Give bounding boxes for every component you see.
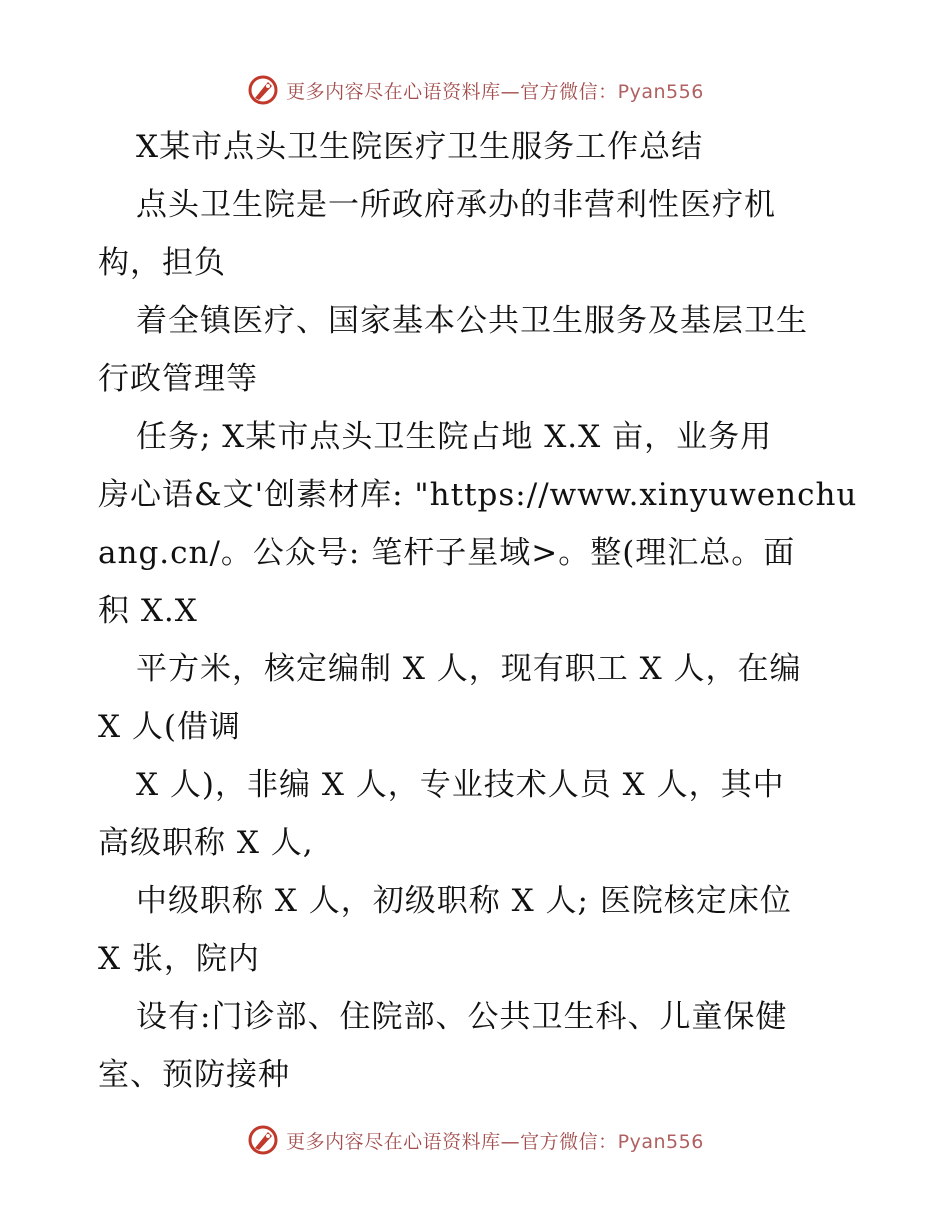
document-line: 平方米，核定编制 X 人，现有职工 X 人，在编 — [136, 651, 802, 687]
document-line: 设有:门诊部、住院部、公共卫生科、儿童保健 — [136, 999, 788, 1035]
document-line: 中级职称 X 人，初级职称 X 人; 医院核定床位 — [136, 883, 792, 919]
document-body — [98, 118, 858, 1104]
document-line: 高级职称 X 人, — [98, 825, 314, 861]
document-line: 点头卫生院是一所政府承办的非营利性医疗机 — [136, 187, 776, 223]
header-banner-text: 更多内容尽在心语资料库—官方微信： — [286, 80, 618, 103]
document-line: 任务; X某市点头卫生院占地 X.X 亩，业务用 — [136, 419, 773, 455]
footer-banner-text: 更多内容尽在心语资料库—官方微信： — [286, 1130, 618, 1153]
document-line: 房心语&文'创素材库: "https://www.xinyuwenchu — [98, 477, 858, 513]
footer-banner — [0, 1120, 950, 1160]
document-line: X 人(借调 — [98, 709, 242, 745]
pen-nib-logo-icon — [246, 1123, 280, 1157]
document-line: 行政管理等 — [98, 361, 258, 397]
document-title: X某市点头卫生院医疗卫生服务工作总结 — [136, 129, 704, 165]
document-line: 构，担负 — [98, 245, 226, 281]
footer-wechat-id: Pyan556 — [617, 1130, 704, 1153]
document-line: 室、预防接种 — [98, 1057, 290, 1093]
document-line: ang.cn/。公众号: 笔杆子星域>。整(理汇总。面 — [98, 535, 796, 571]
document-line: 着全镇医疗、国家基本公共卫生服务及基层卫生 — [136, 303, 808, 339]
document-line: 积 X.X — [98, 593, 198, 629]
document-line: X 人)，非编 X 人，专业技术人员 X 人，其中 — [136, 767, 785, 803]
header-wechat-id: Pyan556 — [617, 80, 704, 103]
header-banner — [0, 70, 950, 110]
pen-nib-logo-icon — [246, 73, 280, 107]
document-line: X 张，院内 — [98, 941, 260, 977]
